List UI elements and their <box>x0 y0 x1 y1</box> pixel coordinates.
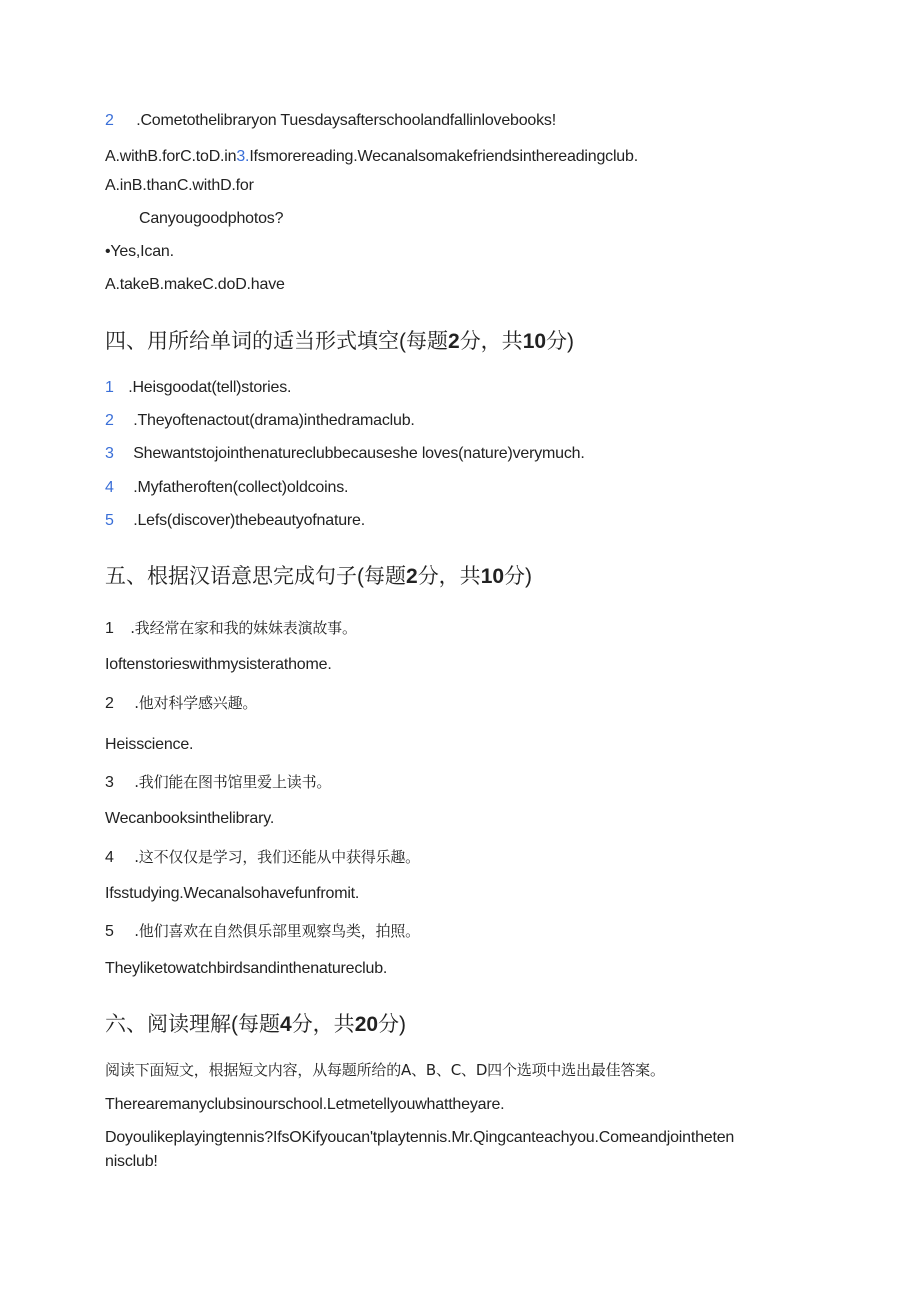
question-text: Canyougoodphotos? <box>139 210 284 227</box>
list-item <box>105 478 348 498</box>
heading-total: 10 <box>480 565 505 588</box>
chinese-sentence: .这不仅仅是学习，我们还能从中获得乐趣。 <box>134 848 420 866</box>
question-number: 2 <box>105 412 114 429</box>
translation-prompt <box>105 618 357 639</box>
heading-text: 四、用所给单词的适当形式填空(每题 <box>105 330 448 353</box>
heading-text: 分，共 <box>417 565 481 588</box>
question-number: 2 <box>105 695 114 712</box>
heading-total: 20 <box>354 1013 379 1036</box>
question-text: .Theyoftenactout(drama)inthedramaclub. <box>133 412 415 429</box>
section-heading <box>105 564 532 590</box>
question-number: 3 <box>105 445 114 462</box>
reading-paragraph-continued: nisclub! <box>105 1153 158 1170</box>
question-options: A.inB.thanC.withD.for <box>105 177 254 194</box>
chinese-sentence: .他对科学感兴趣。 <box>134 694 258 712</box>
question-text: .Lefs(discover)thebeautyofnature. <box>133 512 365 529</box>
question-number: 1 <box>105 620 114 637</box>
chinese-sentence: .我经常在家和我的妹妹表演故事。 <box>130 619 357 637</box>
heading-text: 五、根据汉语意思完成句子(每题 <box>105 565 406 588</box>
chinese-sentence: .我们能在图书馆里爱上读书。 <box>134 773 332 791</box>
translation-prompt <box>105 693 257 714</box>
reading-paragraph: Doyoulikeplayingtennis?IfsOKifyoucan'tplaytennis.Mr.Qingcanteachyou.Comeandjointheten <box>105 1129 735 1146</box>
question-options: A.takeB.makeC.doD.have <box>105 276 285 293</box>
translation-prompt <box>105 772 331 793</box>
section-heading <box>105 329 574 355</box>
question-text: Shewantstojointhenatureclubbecauseshe loves(nature)verymuch. <box>133 445 585 462</box>
list-item <box>105 444 585 464</box>
english-sentence: Theyliketowatchbirdsandinthenatureclub. <box>105 960 388 977</box>
question-number: 5 <box>105 512 114 529</box>
heading-text: 分) <box>504 565 533 588</box>
translation-prompt <box>105 847 420 868</box>
heading-points: 2 <box>448 330 460 353</box>
english-sentence: Heisscience. <box>105 736 194 753</box>
list-item <box>105 511 365 531</box>
chinese-sentence: .他们喜欢在自然俱乐部里观察鸟类，拍照。 <box>134 922 420 940</box>
question-2 <box>105 111 556 131</box>
question-options: A.withB.forC.toD.in <box>105 148 237 165</box>
heading-text: 分) <box>546 330 575 353</box>
section-heading <box>105 1012 406 1038</box>
list-item <box>105 378 291 398</box>
answer-line: •Yes,Ican. <box>105 243 174 260</box>
question-text: Ifsmorereading.Wecanalsomakefriendsinthereadingclub. <box>249 148 638 165</box>
reading-paragraph: Therearemanyclubsinourschool.Letmetellyouwhattheyare. <box>105 1096 505 1113</box>
question-text: .Heisgoodat(tell)stories. <box>128 379 292 396</box>
english-sentence: Ifsstudying.Wecanalsohavefunfromit. <box>105 885 360 902</box>
question-number: 3 <box>105 774 114 791</box>
question-number: 3. <box>236 148 250 165</box>
translation-prompt <box>105 921 420 942</box>
question-number: 4 <box>105 479 114 496</box>
heading-text: 分，共 <box>291 1013 355 1036</box>
question-text: .Cometothelibraryon Tuesdaysafterschoolandfallinlovebooks! <box>136 112 556 129</box>
options-and-question-3 <box>105 147 638 167</box>
question-number: 2 <box>105 112 114 129</box>
english-sentence: Ioftenstorieswithmysisterathome. <box>105 656 332 673</box>
question-number: 4 <box>105 849 114 866</box>
heading-text: 分，共 <box>459 330 523 353</box>
english-sentence: Wecanbooksinthelibrary. <box>105 810 275 827</box>
heading-points: 4 <box>280 1013 292 1036</box>
heading-text: 六、阅读理解(每题 <box>105 1013 280 1036</box>
heading-text: 分) <box>378 1013 407 1036</box>
heading-total: 10 <box>522 330 547 353</box>
heading-points: 2 <box>406 565 418 588</box>
question-text: .Myfatheroften(collect)oldcoins. <box>133 479 349 496</box>
reading-instruction: 阅读下面短文，根据短文内容，从每题所给的A、B、C、D四个选项中选出最佳答案。 <box>105 1061 665 1079</box>
question-number: 5 <box>105 923 114 940</box>
question-number: 1 <box>105 379 114 396</box>
list-item <box>105 411 415 431</box>
